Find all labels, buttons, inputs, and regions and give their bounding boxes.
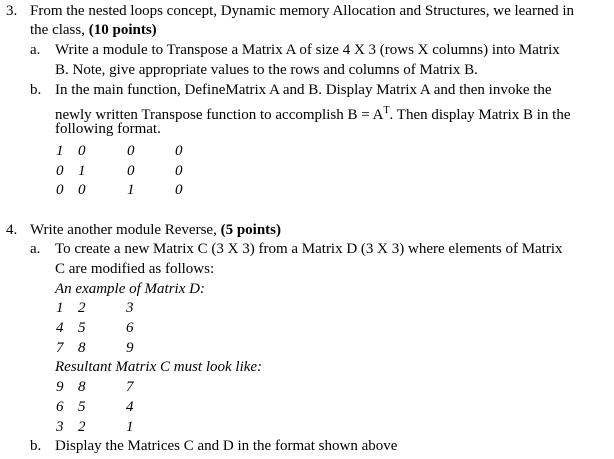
question-3b-line-1: In the main function, DefineMatrix A and B. Display Matrix A and then invoke the <box>55 82 552 98</box>
matrix-c-cell: 2 <box>78 419 86 435</box>
question-4b-label: b. <box>30 438 42 454</box>
matrix-d-cell: 8 <box>78 340 86 356</box>
matrix-b-cell: 0 <box>78 143 86 159</box>
matrix-b-cell: 1 <box>127 182 135 198</box>
matrix-b-row-1 <box>0 142 200 161</box>
matrix-c-cell: 3 <box>56 419 64 435</box>
question-4b-line-1: Display the Matrices C and D in the format shown above <box>55 438 398 454</box>
question-3b-line-2-text: newly written Transpose function to accomplish B = A <box>55 107 384 123</box>
matrix-d-cell: 9 <box>126 340 134 356</box>
matrix-d-cell: 4 <box>56 320 64 336</box>
question-3-points: (10 points) <box>88 22 157 38</box>
matrix-c-row-3 <box>0 418 200 437</box>
matrix-d-cell: 5 <box>78 320 86 336</box>
matrix-d-row-3 <box>0 339 200 358</box>
question-4-line-1-text: Write another module Reverse, <box>30 222 221 238</box>
matrix-b-row-3 <box>0 181 200 200</box>
matrix-b-cell: 0 <box>56 182 64 198</box>
matrix-c-row-1 <box>0 378 200 397</box>
matrix-b-cell: 0 <box>78 182 86 198</box>
matrix-c-cell: 1 <box>126 419 134 435</box>
matrix-c-cell: 8 <box>78 379 86 395</box>
question-3-number: 3. <box>6 3 18 19</box>
question-4-line-1 <box>30 221 281 240</box>
matrix-d-cell: 6 <box>126 320 134 336</box>
question-3a-line-1: Write a module to Transpose a Matrix A of size 4 X 3 (rows X columns) into Matrix <box>55 42 560 58</box>
matrix-c-cell: 6 <box>56 399 64 415</box>
matrix-d-cell: 2 <box>78 300 86 316</box>
matrix-b-cell: 1 <box>78 163 86 179</box>
question-4-points: (5 points) <box>220 222 282 238</box>
matrix-b-row-2 <box>0 162 200 181</box>
question-4-number: 4. <box>6 222 18 238</box>
matrix-b-cell: 0 <box>175 182 183 198</box>
question-3a-line-2: B. Note, give appropriate values to the rows and columns of Matrix B. <box>55 62 478 78</box>
matrix-d-cell: 3 <box>126 300 134 316</box>
matrix-b-cell: 0 <box>127 163 135 179</box>
transpose-superscript: T <box>383 105 390 116</box>
question-4a-line-2: C are modified as follows: <box>55 261 215 277</box>
question-3-line-1: From the nested loops concept, Dynamic memory Allocation and Structures, we learned in <box>30 3 575 19</box>
question-3b-label: b. <box>30 82 42 98</box>
matrix-d-row-1 <box>0 299 200 318</box>
matrix-c-row-2 <box>0 398 200 417</box>
question-4a-line-1: To create a new Matrix C (3 X 3) from a Matrix D (3 X 3) where elements of Matrix <box>55 241 563 257</box>
question-3b-line-3: following format. <box>55 121 161 137</box>
question-3-line-2 <box>30 21 157 40</box>
matrix-d-row-2 <box>0 319 200 338</box>
question-3b-line-2-suffix: . Then display Matrix B in the <box>389 107 571 123</box>
matrix-d-example-label: An example of Matrix D: <box>55 281 205 297</box>
matrix-c-cell: 4 <box>126 399 134 415</box>
matrix-d-cell: 7 <box>56 340 64 356</box>
matrix-c-cell: 5 <box>78 399 86 415</box>
matrix-d-cell: 1 <box>56 300 64 316</box>
matrix-c-cell: 9 <box>56 379 64 395</box>
matrix-b-cell: 0 <box>175 163 183 179</box>
question-3a-label: a. <box>30 42 41 58</box>
matrix-b-cell: 1 <box>56 143 64 159</box>
question-3-line-2-text: the class, <box>30 22 89 38</box>
matrix-b-cell: 0 <box>56 163 64 179</box>
matrix-b-cell: 0 <box>175 143 183 159</box>
matrix-b-cell: 0 <box>127 143 135 159</box>
matrix-c-cell: 7 <box>126 379 134 395</box>
question-4a-label: a. <box>30 241 41 257</box>
matrix-c-result-label: Resultant Matrix C must look like: <box>55 359 263 375</box>
